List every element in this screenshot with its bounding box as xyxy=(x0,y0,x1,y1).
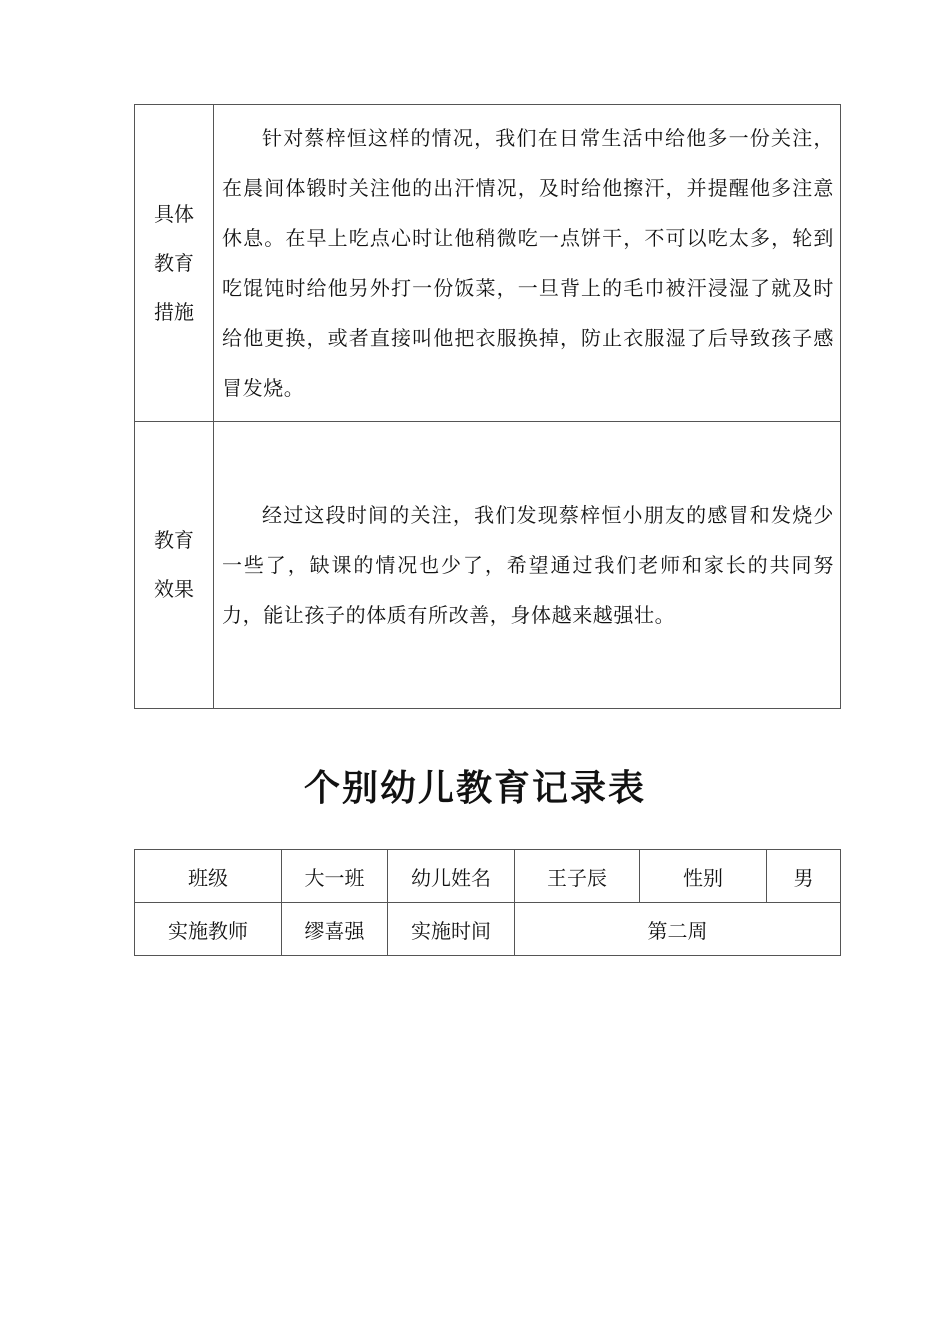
measures-label-line-3: 措施 xyxy=(154,299,194,324)
measures-label-line-2: 教育 xyxy=(154,250,194,275)
teacher-value: 缪喜强 xyxy=(282,903,388,956)
class-value: 大一班 xyxy=(282,850,388,903)
measures-label-line-1: 具体 xyxy=(154,201,194,226)
measures-row xyxy=(135,105,841,422)
effect-label-line-1: 教育 xyxy=(154,528,194,552)
info-row-2 xyxy=(135,903,841,956)
effect-text: 经过这段时间的关注，我们发现蔡梓恒小朋友的感冒和发烧少一些了，缺课的情况也少了，希望通过我们老师和家长的共同努力，能让孩子的体质有所改善，身体越来越强壮。 xyxy=(222,503,834,627)
time-label: 实施时间 xyxy=(388,903,515,956)
gender-value: 男 xyxy=(767,850,841,903)
measures-text: 针对蔡梓恒这样的情况，我们在日常生活中给他多一份关注，在晨间体锻时关注他的出汗情况，及时给他擦汗，并提醒他多注意休息。在早上吃点心时让他稍微吃一点饼干，不可以吃太多，轮到吃馄饨时给他另外打一份饭菜，一旦背上的毛巾被汗浸湿了就及时给他更换，或者直接叫他把衣服换掉，防止衣服湿了后导致孩子感冒发烧。 xyxy=(222,126,834,400)
child-info-table xyxy=(134,849,841,956)
child-name-value: 王子辰 xyxy=(515,850,640,903)
child-name-label: 幼儿姓名 xyxy=(388,850,515,903)
page-title: 个别幼儿教育记录表 xyxy=(303,768,646,809)
time-value: 第二周 xyxy=(515,903,841,956)
measures-text-cell xyxy=(214,105,841,422)
effect-text-cell xyxy=(214,422,841,709)
effect-row xyxy=(135,422,841,709)
effect-label-line-2: 效果 xyxy=(154,577,194,601)
education-record-table xyxy=(134,104,841,709)
measures-label-cell xyxy=(135,105,214,422)
info-row-1 xyxy=(135,850,841,903)
teacher-label: 实施教师 xyxy=(135,903,282,956)
class-label: 班级 xyxy=(135,850,282,903)
effect-label-cell xyxy=(135,422,214,709)
gender-label: 性别 xyxy=(640,850,767,903)
